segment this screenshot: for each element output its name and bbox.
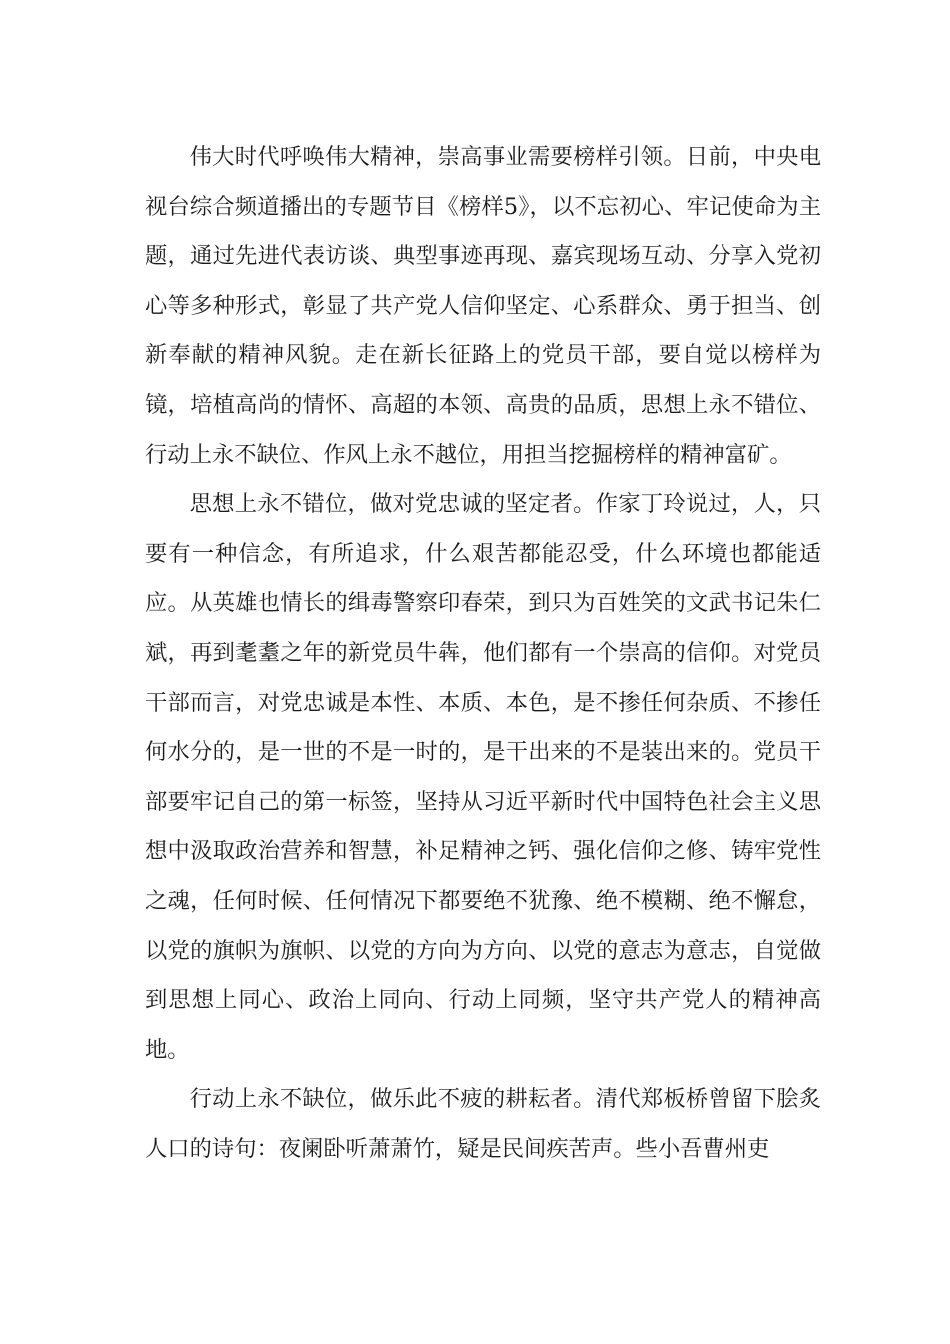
document-body xyxy=(145,133,821,1174)
paragraph-intro: 伟大时代呼唤伟大精神，崇高事业需要榜样引领。日前，中央电视台综合频道播出的专题节目《榜样5》，以不忘初心、牢记使命为主题，通过先进代表访谈、典型事迹再现、嘉宾现场互动、分享入党初心等多种形式，彰显了共产党人信仰坚定、心系群众、勇于担当、创新奉献的精神风貌。走在新长征路上的党员干部，要自觉以榜样为镜，培植高尚的情怀、高超的本领、高贵的品质，思想上永不错位、行动上永不缺位、作风上永不越位，用担当挖掘榜样的精神富矿。 xyxy=(145,144,821,468)
paragraph-action: 行动上永不缺位，做乐此不疲的耕耘者。清代郑板桥曾留下脍炙人口的诗句：夜阑卧听萧萧竹，疑是民间疾苦声。些小吾曹州吏 xyxy=(145,1086,821,1162)
paragraph-loyalty: 思想上永不错位，做对党忠诚的坚定者。作家丁玲说过，人，只要有一种信念，有所追求，什么艰苦都能忍受，什么环境也都能适应。从英雄也情长的缉毒警察印春荣，到只为百姓笑的文武书记朱仁斌，再到耄耋之年的新党员牛犇，他们都有一个崇高的信仰。对党员干部而言，对党忠诚是本性、本质、本色，是不掺任何杂质、不掺任何水分的，是一世的不是一时的，是干出来的不是装出来的。党员干部要牢记自己的第一标签，坚持从习近平新时代中国特色社会主义思想中汲取政治营养和智慧，补足精神之钙、强化信仰之修、铸牢党性之魂，任何时候、任何情况下都要绝不犹豫、绝不模糊、绝不懈怠，以党的旗帜为旗帜、以党的方向为方向、以党的意志为意志，自觉做到思想上同心、政治上同向、行动上同频，坚守共产党人的精神高地。 xyxy=(145,491,821,1063)
